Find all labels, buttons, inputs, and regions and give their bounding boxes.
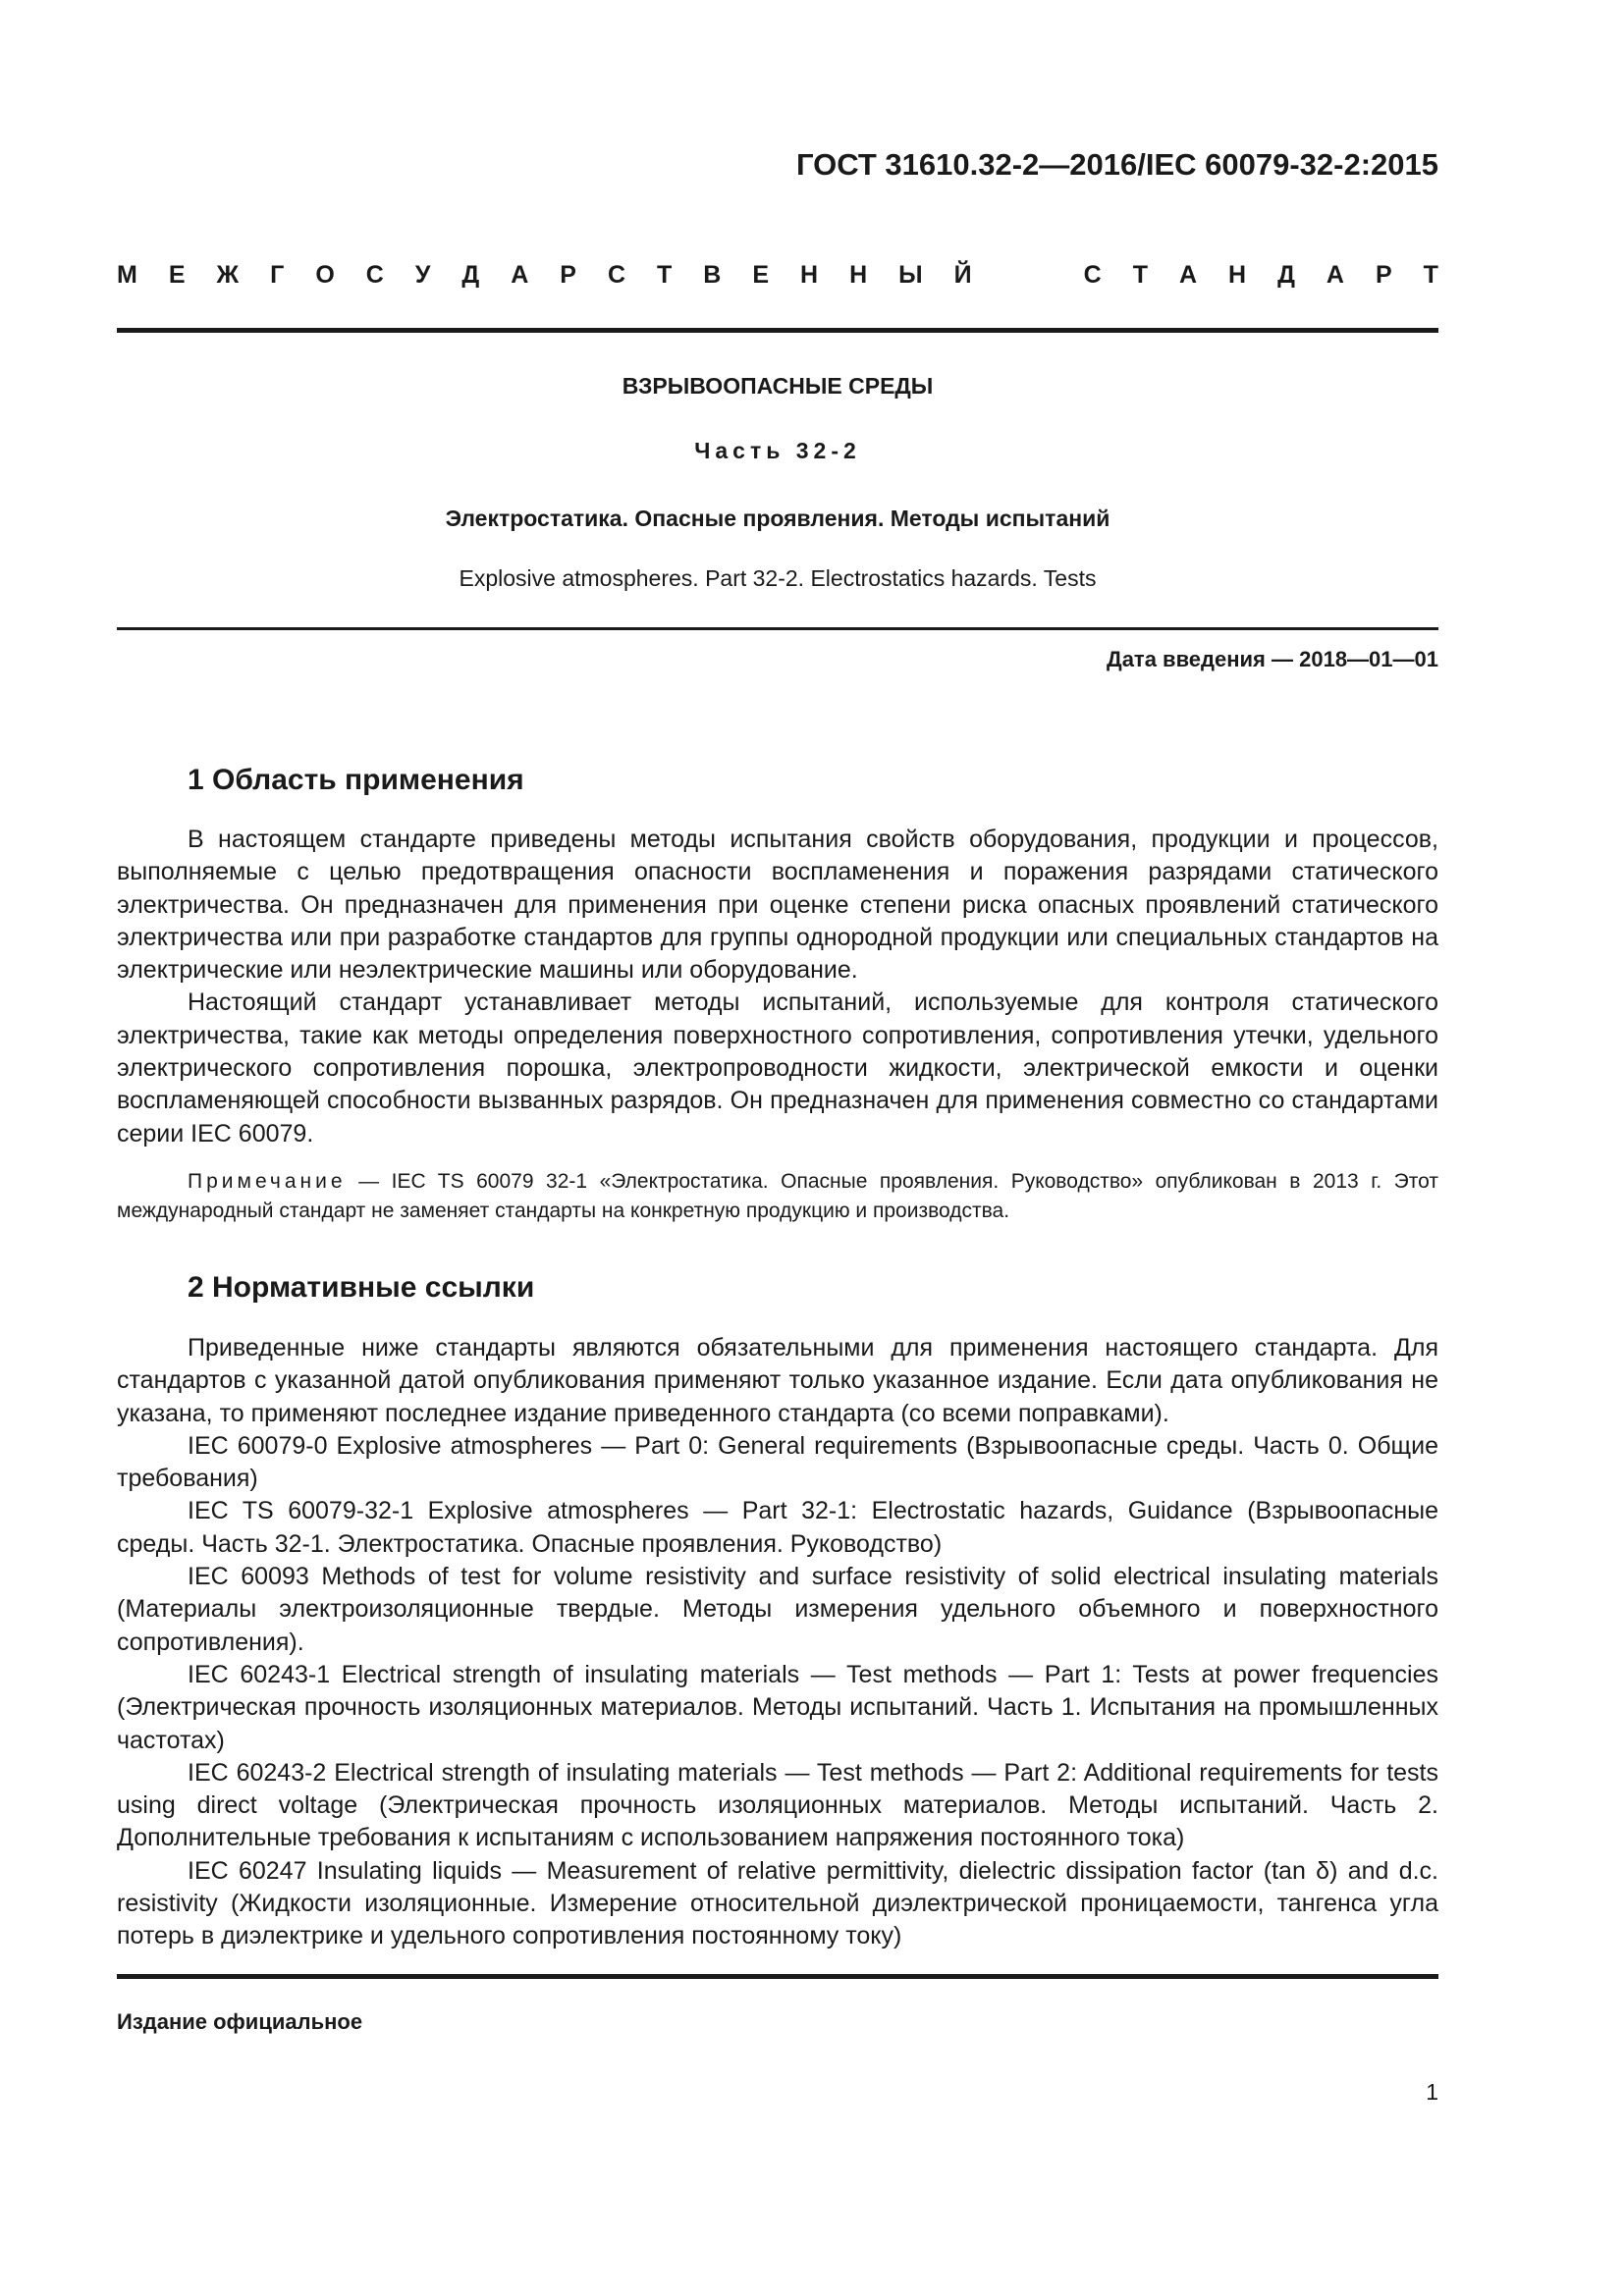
reference-item: IEC 60243-1 Electrical strength of insulating materials — Test methods — Part 1: Tests at power frequencies (Электрическая прочность изоляционных материалов. Методы испытаний. Часть 1. Испытания на промышленных частотах) [117,1660,1438,1754]
banner-letter: Р [560,261,576,289]
banner-letter: Р [1375,261,1392,289]
footer-rule [117,1974,1438,1979]
reference-item: IEC TS 60079-32-1 Explosive atmospheres — Part 32-1: Electrostatic hazards, Guidance (Взрывоопасные среды. Часть 32-1. Электростатика. Опасные проявления. Руководство) [117,1497,1438,1558]
reference-item: IEC 60247 Insulating liquids — Measurement of relative permittivity, dielectric dissipation factor (tan δ) and d.c. resistivity (Жидкости изоляционные. Измерение относительной диэлектрической проницаемости, тангенса угла потерь в диэлектрике и удельного сопротивления постоянному току) [117,1856,1438,1950]
banner-letter: Г [270,261,285,289]
banner-letter: А [1326,261,1344,289]
banner-letter: С [1083,261,1102,289]
banner-letter: А [1178,261,1198,289]
title-rule [117,627,1438,630]
standard-part: Часть 32-2 [694,438,861,463]
banner-letter: В [703,261,722,289]
paragraph: Приведенные ниже стандарты являются обязательными для применения настоящего стандарта. Для стандартов с указанной датой опубликования применяют только указанное издание. Если дата опубликования не указана, то применяют последнее издание приведенного стандарта (со всеми поправками). [117,1334,1438,1427]
banner-letter: Н [849,261,868,289]
banner-letter: Е [168,261,186,289]
reference-item: IEC 60243-2 Electrical strength of insulating materials — Test methods — Part 2: Additional requirements for tests using direct voltage (Электрическая прочность изоляционных материалов. Методы испытаний. Часть 2. Дополнительные требования к испытаниям с использованием напряжения постоянного тока) [117,1758,1438,1852]
gost-number: ГОСТ 31610.32-2—2016/IEC 60079-32-2:2015 [795,147,1438,182]
banner-letter: А [511,261,529,289]
banner-letter: Е [752,261,770,289]
official-edition-label: Издание официальное [117,2009,363,2034]
banner-letter: О [315,261,335,289]
banner-letter: С [607,261,626,289]
interstate-standard-banner [117,261,1438,290]
section-2-body [117,1332,1438,1953]
header-rule [117,328,1438,333]
banner-letter: Т [1132,261,1148,289]
note [117,1167,1438,1226]
section-2-heading: 2 Нормативные ссылки [188,1271,535,1304]
banner-letter: Й [953,261,972,289]
note-label: Примечание [188,1170,347,1193]
banner-letter: Ы [898,261,923,289]
banner-letter: Ж [216,261,240,289]
banner-letter: С [365,261,384,289]
section-1-heading: 1 Область применения [188,764,524,796]
banner-letter: Д [1277,261,1295,289]
banner-letter: М [117,261,137,289]
reference-item: IEC 60093 Methods of test for volume resistivity and surface resistivity of solid electrical insulating materials (Материалы электроизоляционные твердые. Методы измерения удельного объемного и поверхностного сопротивления). [117,1563,1438,1656]
banner-letter: Т [657,261,673,289]
banner-letter: Н [800,261,819,289]
paragraph: В настоящем стандарте приведены методы испытания свойств оборудования, продукции и процессов, выполняемые с целью предотвращения опасности воспламенения и поражения разрядами статического электричества. Он предназначен для применения при оценке степени риска опасных проявлений статического электричества или при разработке стандартов для группы однородной продукции или специальных стандартов на электрические или неэлектрические машины или оборудование. [117,826,1438,985]
banner-letter: Д [461,261,480,289]
banner-word-gap [1003,261,1053,290]
page-number: 1 [1426,2079,1438,2105]
banner-letter: Т [1423,261,1438,289]
introduction-date: Дата введения — 2018—01—01 [1107,647,1438,671]
english-title: Explosive atmospheres. Part 32-2. Electrostatics hazards. Tests [459,565,1097,591]
section-1-body [117,824,1438,1150]
reference-item: IEC 60079-0 Explosive atmospheres — Part 0: General requirements (Взрывоопасные среды. Часть 0. Общие требования) [117,1431,1438,1493]
note-text: — IEC TS 60079 32-1 «Электростатика. Опасные проявления. Руководство» опубликован в 2013 г. Этот международный стандарт не заменяет стандарты на конкретную продукцию и производства. [117,1170,1438,1222]
standard-title: ВЗРЫВООПАСНЫЕ СРЕДЫ [622,373,934,399]
banner-letter: Н [1228,261,1247,289]
paragraph: Настоящий стандарт устанавливает методы испытаний, используемые для контроля статического электричества, такие как методы определения поверхностного сопротивления, сопротивления утечки, удельного электрического сопротивления порошка, электропроводности жидкости, электрической емкости и оценки воспламеняющей способности вызванных разрядов. Он предназначен для применения совместно со стандартами серии IEC 60079. [117,988,1438,1148]
banner-letter: У [414,261,431,289]
standard-subtitle: Электростатика. Опасные проявления. Методы испытаний [445,506,1110,531]
